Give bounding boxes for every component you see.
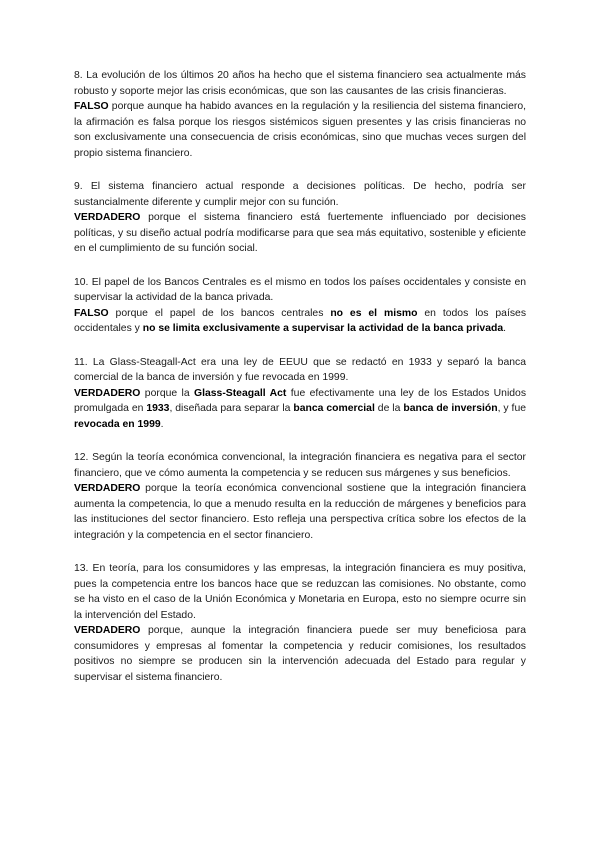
question-block-10 <box>74 275 526 337</box>
question-text: 9. El sistema financiero actual responde a decisiones políticas. De hecho, podría ser sustancialmente diferente y cumplir mejor con su función. <box>74 181 526 208</box>
answer-segment: porque la <box>140 387 195 399</box>
answer-emphasis: 1933 <box>146 403 170 414</box>
answer-segment: porque el sistema financiero está fuertemente influenciado por decisiones políticas, y su diseño actual podría modificarse para que sea más equitativo, sostenible y eficiente en el cumplimiento de su función social. <box>74 212 526 254</box>
question-text: 8. La evolución de los últimos 20 años ha hecho que el sistema financiero sea actualmente más robusto y soporte mejor las crisis económicas, que son las causantes de las crisis financieras. <box>74 70 526 97</box>
answer-emphasis: Glass-Steagall Act <box>194 387 287 399</box>
answer-text <box>74 99 526 161</box>
question-block-13 <box>74 561 526 685</box>
question-text: 13. En teoría, para los consumidores y las empresas, la integración financiera es muy positiva, pues la competencia entre los bancos hace que se reduzcan las comisiones. No obstante, como se ha visto en el caso de la Unión Económica y Monetaria en Europa, esto no siempre ocurre sin la intervención del Estado. <box>74 563 526 621</box>
question-block-11 <box>74 355 526 433</box>
question-text: 12. Según la teoría económica convencional, la integración financiera es negativa para el sector financiero, que ve cómo aumenta la competencia y se reducen sus márgenes y sus beneficios. <box>74 452 526 479</box>
question-block-9 <box>74 179 526 257</box>
answer-segment: porque la teoría económica convencional sostiene que la integración financiera aumenta la competencia, lo que a menudo resulta en la reducción de márgenes y beneficios para las instituciones del sector financiero. Esto refleja una perspectiva crítica sobre los efectos de la integración y la competencia en el sector financiero. <box>74 483 526 541</box>
question-block-12 <box>74 450 526 543</box>
question-block-8 <box>74 68 526 161</box>
verdict-label: VERDADERO <box>74 387 141 399</box>
answer-text <box>74 306 526 337</box>
answer-segment: porque, aunque la integración financiera puede ser muy beneficiosa para consumidores y empresas al fomentar la competencia y reducir comisiones, los resultados positivos no siempre se producen sin la intervención adecuada del Estado para regular y supervisar el sistema financiero. <box>74 625 526 683</box>
answer-segment: . <box>503 323 506 334</box>
answer-segment: porque aunque ha habido avances en la regulación y la resiliencia del sistema financiero, la afirmación es falsa porque los riesgos sistémicos siguen presentes y las crisis financieras no son exclusivamente una consecuencia de crisis económicas, sino que muchas veces surgen del propio sistema financiero. <box>74 101 526 159</box>
answer-segment: , y fue <box>497 403 527 414</box>
answer-segment: de la <box>374 403 404 414</box>
verdict-label: FALSO <box>74 307 109 319</box>
answer-text <box>74 210 526 257</box>
answer-text <box>74 623 526 685</box>
answer-emphasis: banca comercial <box>293 403 375 414</box>
answer-emphasis: banca de inversión <box>403 403 498 414</box>
answer-segment: porque el papel de los bancos centrales <box>108 307 331 319</box>
answer-segment: en todos los países occidentales y <box>74 307 527 334</box>
answer-emphasis: no es el mismo <box>330 307 418 319</box>
verdict-label: VERDADERO <box>74 625 141 636</box>
answer-text <box>74 386 526 433</box>
answer-segment: , diseñada para separar la <box>169 403 294 414</box>
answer-emphasis: no se limita exclusivamente a supervisar la actividad de la banca privada <box>142 323 504 334</box>
document-page <box>74 68 526 703</box>
answer-segment: fue efectivamente una ley de los Estados Unidos promulgada en <box>74 387 527 414</box>
answer-text <box>74 481 526 543</box>
question-text: 10. El papel de los Bancos Centrales es el mismo en todos los países occidentales y consiste en supervisar la actividad de la banca privada. <box>74 276 526 303</box>
verdict-label: VERDADERO <box>74 483 141 494</box>
answer-segment: . <box>160 418 164 430</box>
answer-emphasis: revocada en 1999 <box>74 418 161 430</box>
verdict-label: FALSO <box>74 101 109 112</box>
verdict-label: VERDADERO <box>74 212 141 223</box>
question-text: 11. La Glass-Steagall-Act era una ley de EEUU que se redactó en 1933 y separó la banca comercial de la banca de inversión y fue revocada en 1999. <box>74 356 526 383</box>
